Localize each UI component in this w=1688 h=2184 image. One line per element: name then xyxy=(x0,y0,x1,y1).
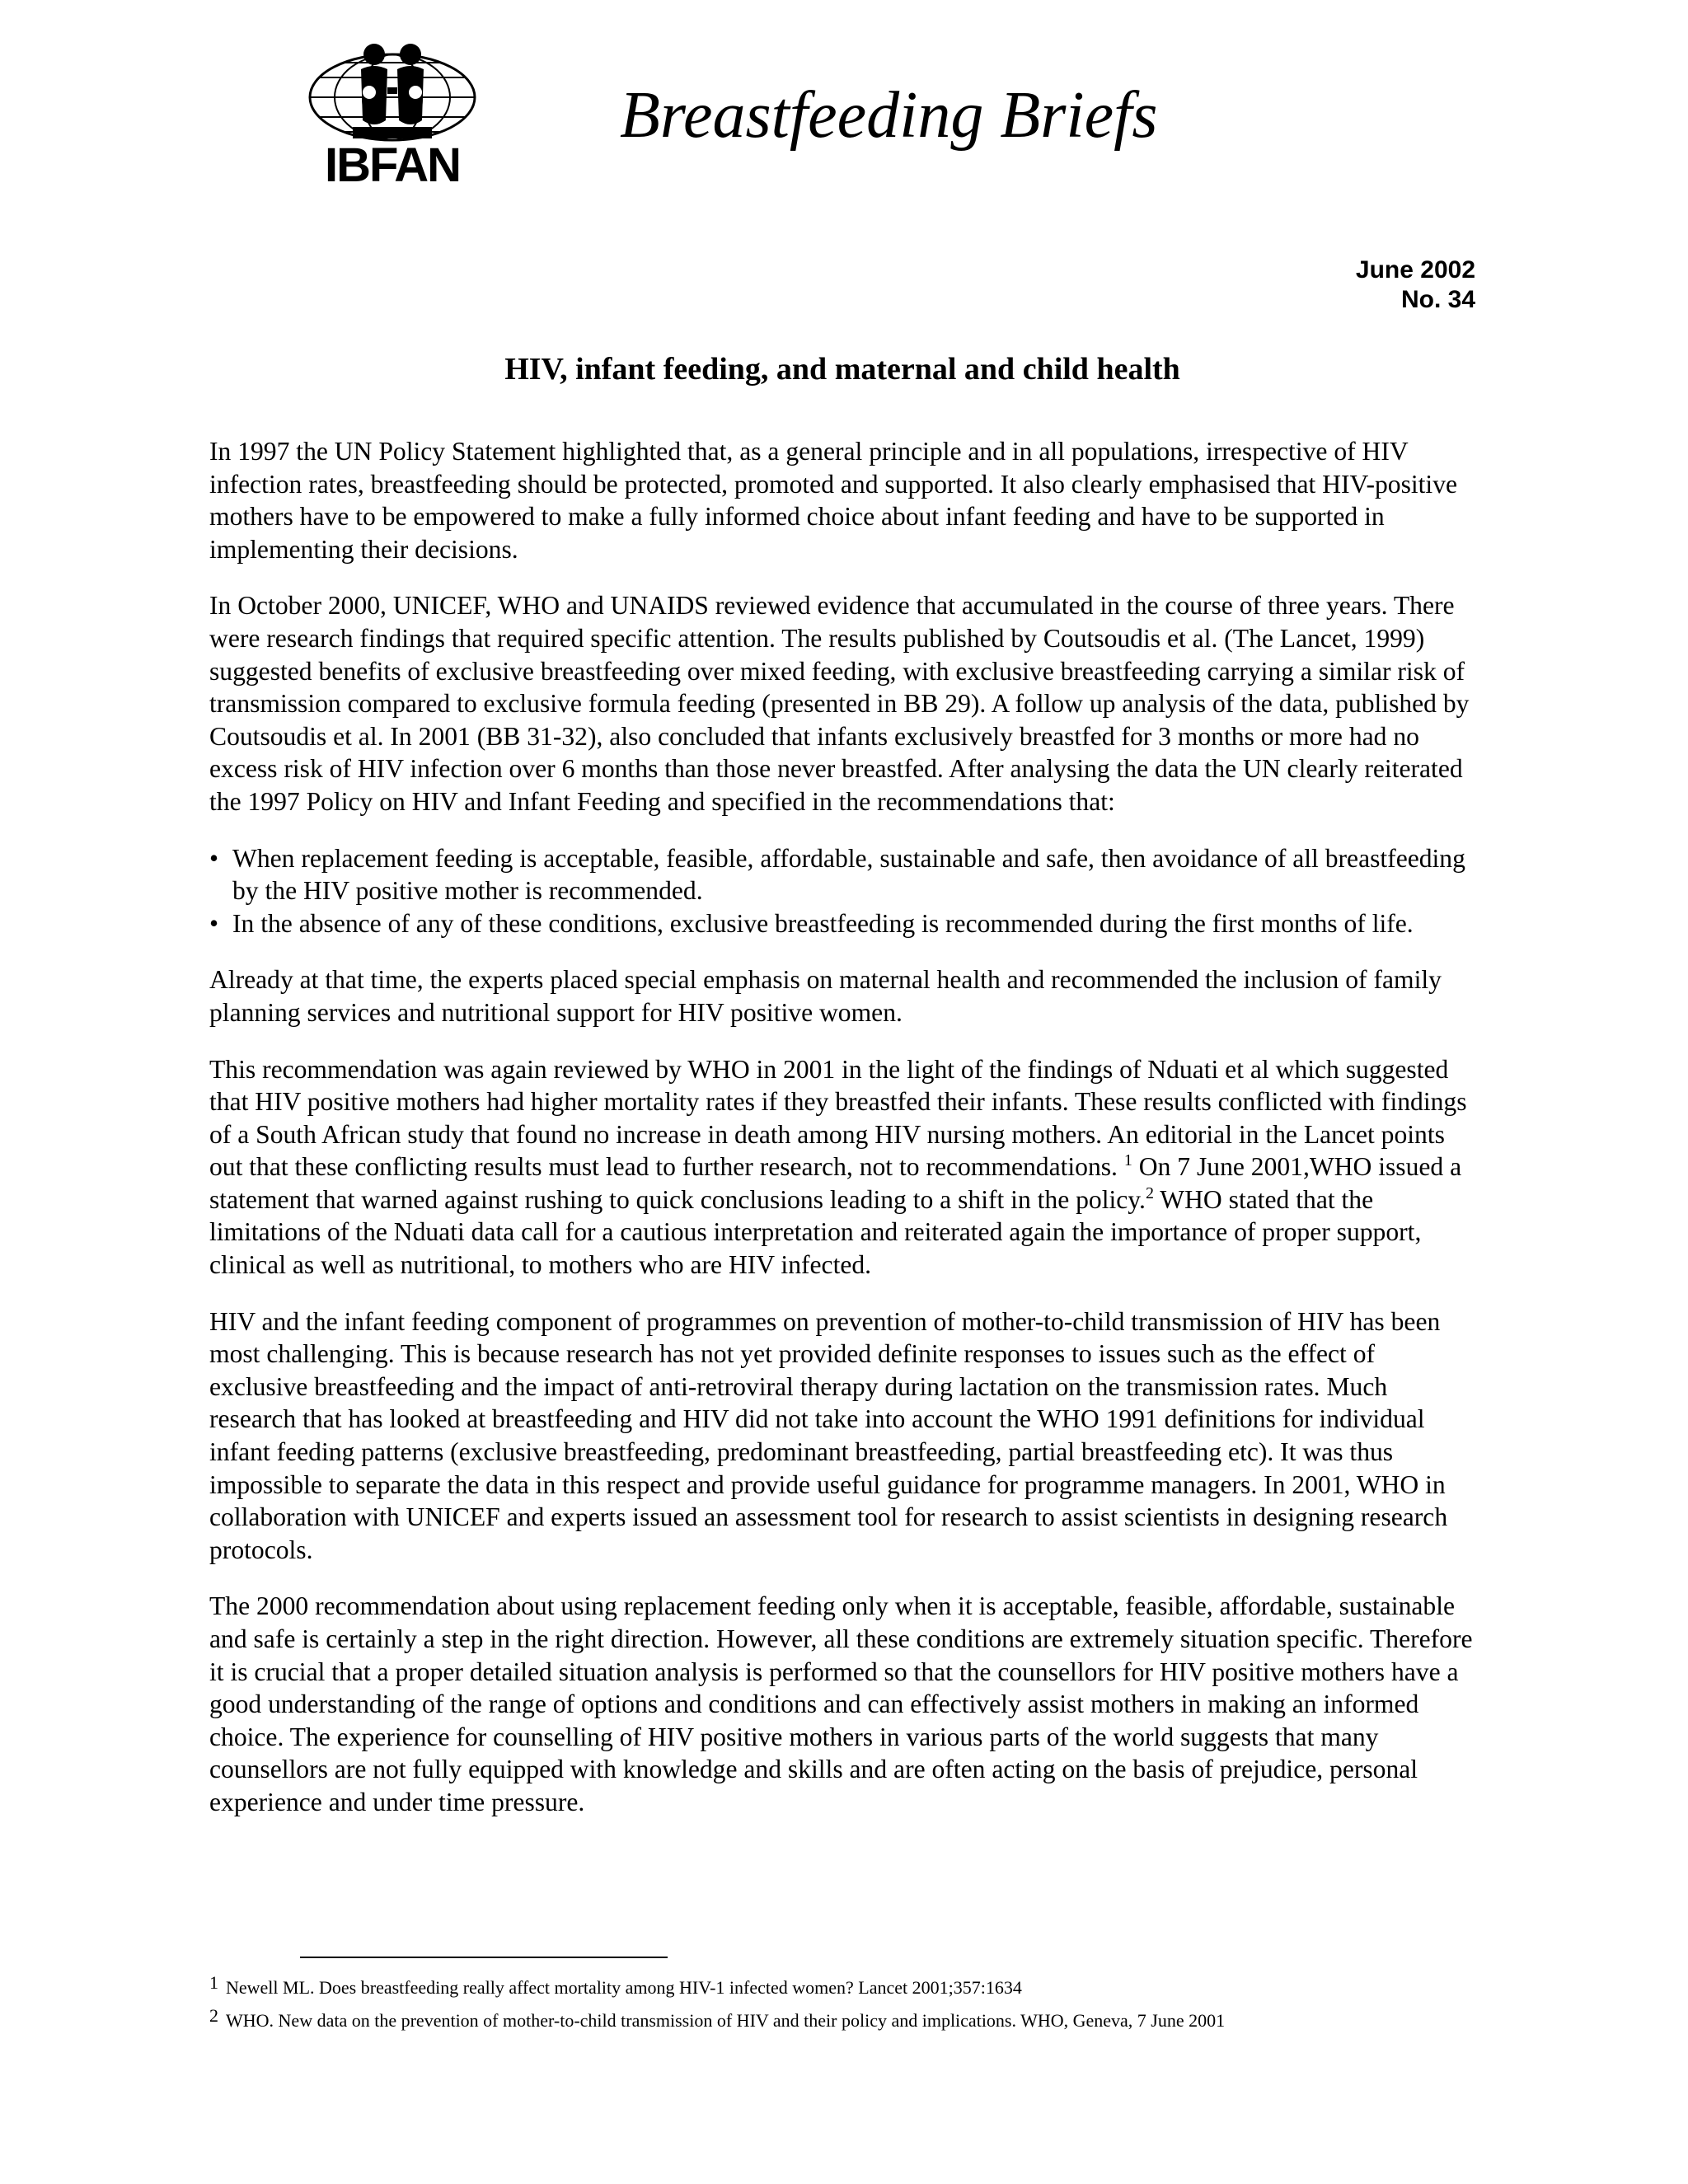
list-item: • In the absence of any of these conditions, exclusive breastfeeding is recommended during the first months of life. xyxy=(209,907,1475,940)
issue-number: No. 34 xyxy=(1400,286,1475,313)
logo-wordmark: IBFAN xyxy=(325,138,460,192)
article-body xyxy=(209,435,1475,1843)
paragraph-1: In 1997 the UN Policy Statement highlighted that, as a general principle and in all populations, irrespective of HIV infection rates, breastfeeding should be protected, promoted and supported. It also clearly emphasised that HIV-positive mothers have to be empowered to make a fully informed choice about infant feeding and have to be supported in implementing their decisions. xyxy=(209,437,1458,564)
footnote-2: 2 WHO. New data on the prevention of mother-to-child transmission of HIV and their policy and implications. WHO, Geneva, 7 June 2001 xyxy=(209,2005,1226,2031)
footnote-text: WHO. New data on the prevention of mother-to-child transmission of HIV and their policy and implications. WHO, Geneva, 7 June 2001 xyxy=(226,2010,1226,2031)
paragraph-2: In October 2000, UNICEF, WHO and UNAIDS reviewed evidence that accumulated in the course of three years. There were research findings that required specific attention. The results published by Coutsoudis et al. (The Lancet, 1999) suggested benefits of exclusive breastfeeding over mixed feeding, with exclusive breastfeeding carrying a similar risk of transmission compared to exclusive formula feeding (presented in BB 29). A follow up analysis of the data, published by Coutsoudis et al. In 2001 (BB 31-32), also concluded that infants exclusively breastfed for 3 months or more had no excess risk of HIV infection over 6 months than those never breastfed. After analysing the data the UN clearly reiterated the 1997 Policy on HIV and Infant Feeding and specified in the recommendations that: xyxy=(209,591,1470,816)
paragraph-4-part-a: This recommendation was again reviewed by WHO in 2001 in the light of the findings of Nduati et al which suggested that HIV positive mothers had higher mortality rates if they breastfed their infants. These results conflicted with findings of a South African study that found no increase in death among HIV nursing mothers. An editorial in the Lancet points out that these conflicting results must lead to further research, not to recommendations. xyxy=(209,1054,1467,1182)
footnote-text: Newell ML. Does breastfeeding really affect mortality among HIV-1 infected women? Lancet 2001;357:1634 xyxy=(226,1977,1022,1998)
footnote-1: 1 Newell ML. Does breastfeeding really affect mortality among HIV-1 infected women? Lancet 2001;357:1634 xyxy=(209,1972,1022,1998)
article-headline: HIV, infant feeding, and maternal and child health xyxy=(504,352,1180,387)
recommendations-list xyxy=(209,842,1475,940)
publication-title: Breastfeeding Briefs xyxy=(620,79,1158,152)
paragraph-3: Already at that time, the experts placed special emphasis on maternal health and recommended the inclusion of family planning services and nutritional support for HIV positive women. xyxy=(209,965,1442,1027)
ibfan-logo xyxy=(303,41,481,194)
paragraph-6: The 2000 recommendation about using replacement feeding only when it is acceptable, feasible, affordable, sustainable and safe is certainly a step in the right direction. However, all these conditions are extremely situation specific. Therefore it is crucial that a proper detailed situation analysis is performed so that the counsellors for HIV positive mothers have a good understanding of the range of options and conditions and can effectively assist mothers in making an informed choice. The experience for counselling of HIV positive mothers in various parts of the world suggests that many counsellors are not fully equipped with knowledge and skills and are often acting on the basis of prejudice, personal experience and under time pressure. xyxy=(209,1591,1473,1816)
paragraph-4-part-b: On 7 June 2001,WHO issued a statement that warned against rushing to quick conclusions leading to a shift in the policy. xyxy=(209,1152,1462,1214)
issue-info xyxy=(1356,255,1475,315)
paragraph-4-part-c: WHO stated that the limitations of the Nduati data call for a cautious interpretation and reiterated again the importance of proper support, clinical as well as nutritional, to mothers who are HIV infected. xyxy=(209,1184,1422,1280)
paragraph-4 xyxy=(209,1053,1475,1282)
issue-date: June 2002 xyxy=(1355,256,1475,284)
paragraph-5: HIV and the infant feeding component of programmes on prevention of mother-to-child transmission of HIV has been most challenging. This is because research has not yet provided definite responses to issues such as the effect of exclusive breastfeeding and the impact of anti-retroviral therapy during lactation on the transmission rates. Much research that has looked at breastfeeding and HIV did not take into account the WHO 1991 definitions for individual infant feeding patterns (exclusive breastfeeding, predominant breastfeeding, partial breastfeeding etc). It was thus impossible to separate the data in this respect and provide useful guidance for programme managers. In 2001, WHO in collaboration with UNICEF and experts issued an assessment tool for research to assist scientists in designing research protocols. xyxy=(209,1306,1448,1564)
list-item: • When replacement feeding is acceptable, feasible, affordable, sustainable and safe, then avoidance of all breastfeeding by the HIV positive mother is recommended. xyxy=(209,842,1475,907)
footnote-ref-1: 1 xyxy=(1123,1151,1132,1170)
footnote-ref-2: 2 xyxy=(1145,1183,1154,1202)
footnote-divider xyxy=(300,1957,668,1958)
footnotes xyxy=(209,1971,1495,2037)
globe-family-icon xyxy=(303,41,481,148)
